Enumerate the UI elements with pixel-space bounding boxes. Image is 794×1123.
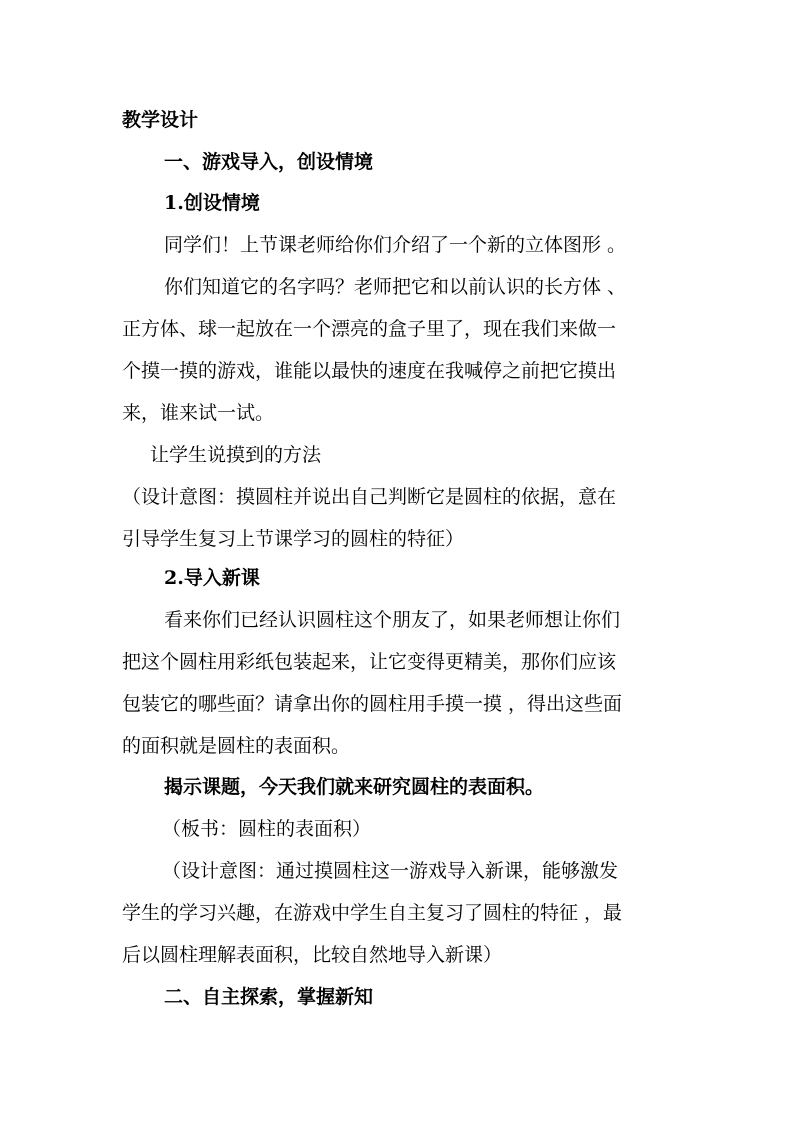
paragraph-2-line-3: 包装它的哪些面？请拿出你的圆柱用手摸一摸 ，得出这些面	[122, 693, 623, 715]
paragraph-1-line-5: 来，谁来试一试。	[122, 402, 275, 424]
section-heading-2: 二、自主探索，掌握新知	[164, 986, 374, 1008]
paragraph-1-line-3: 正方体、球一起放在一个漂亮的盒子里了，现在我们来做一	[122, 318, 617, 340]
subsection-heading-1: 1.创设情境	[164, 192, 260, 214]
paragraph-2-line-2: 把这个圆柱用彩纸包装起来，让它变得更精美，那你们应该	[122, 651, 617, 673]
subsection-heading-2: 2.导入新课	[164, 567, 260, 589]
section-heading-1: 一、游戏导入，创设情境	[164, 151, 374, 173]
paragraph-1-line-2: 你们知道它的名字吗？老师把它和以前认识的长方体 、	[164, 276, 627, 298]
instruction-line: 让学生说摸到的方法	[150, 444, 322, 466]
paragraph-1-line-1: 同学们！上节课老师给你们介绍了一个新的立体图形 。	[164, 234, 627, 256]
paragraph-2-line-4: 的面积就是圆柱的表面积。	[122, 735, 351, 757]
design-note-2-line-2: 学生的学习兴趣，在游戏中学生自主复习了圆柱的特征 ，最	[122, 902, 623, 924]
design-note-2-line-1: （设计意图：通过摸圆柱这一游戏导入新课，能够激发	[162, 860, 619, 882]
topic-reveal-line: 揭示课题，今天我们就来研究圆柱的表面积。	[164, 776, 545, 798]
design-note-1-line-2: 引导学生复习上节课学习的圆柱的特征）	[122, 528, 465, 550]
paragraph-2-line-1: 看来你们已经认识圆柱这个朋友了，如果老师想让你们	[164, 609, 621, 631]
blackboard-note: （板书：圆柱的表面积）	[162, 818, 372, 840]
paragraph-1-line-4: 个摸一摸的游戏，谁能以最快的速度在我喊停之前把它摸出	[122, 360, 617, 382]
design-note-1-line-1: （设计意图：摸圆柱并说出自己判断它是圆柱的依据，意在	[122, 486, 617, 508]
design-note-2-line-3: 后以圆柱理解表面积，比较自然地导入新课）	[122, 944, 503, 966]
document-title: 教学设计	[122, 109, 199, 131]
